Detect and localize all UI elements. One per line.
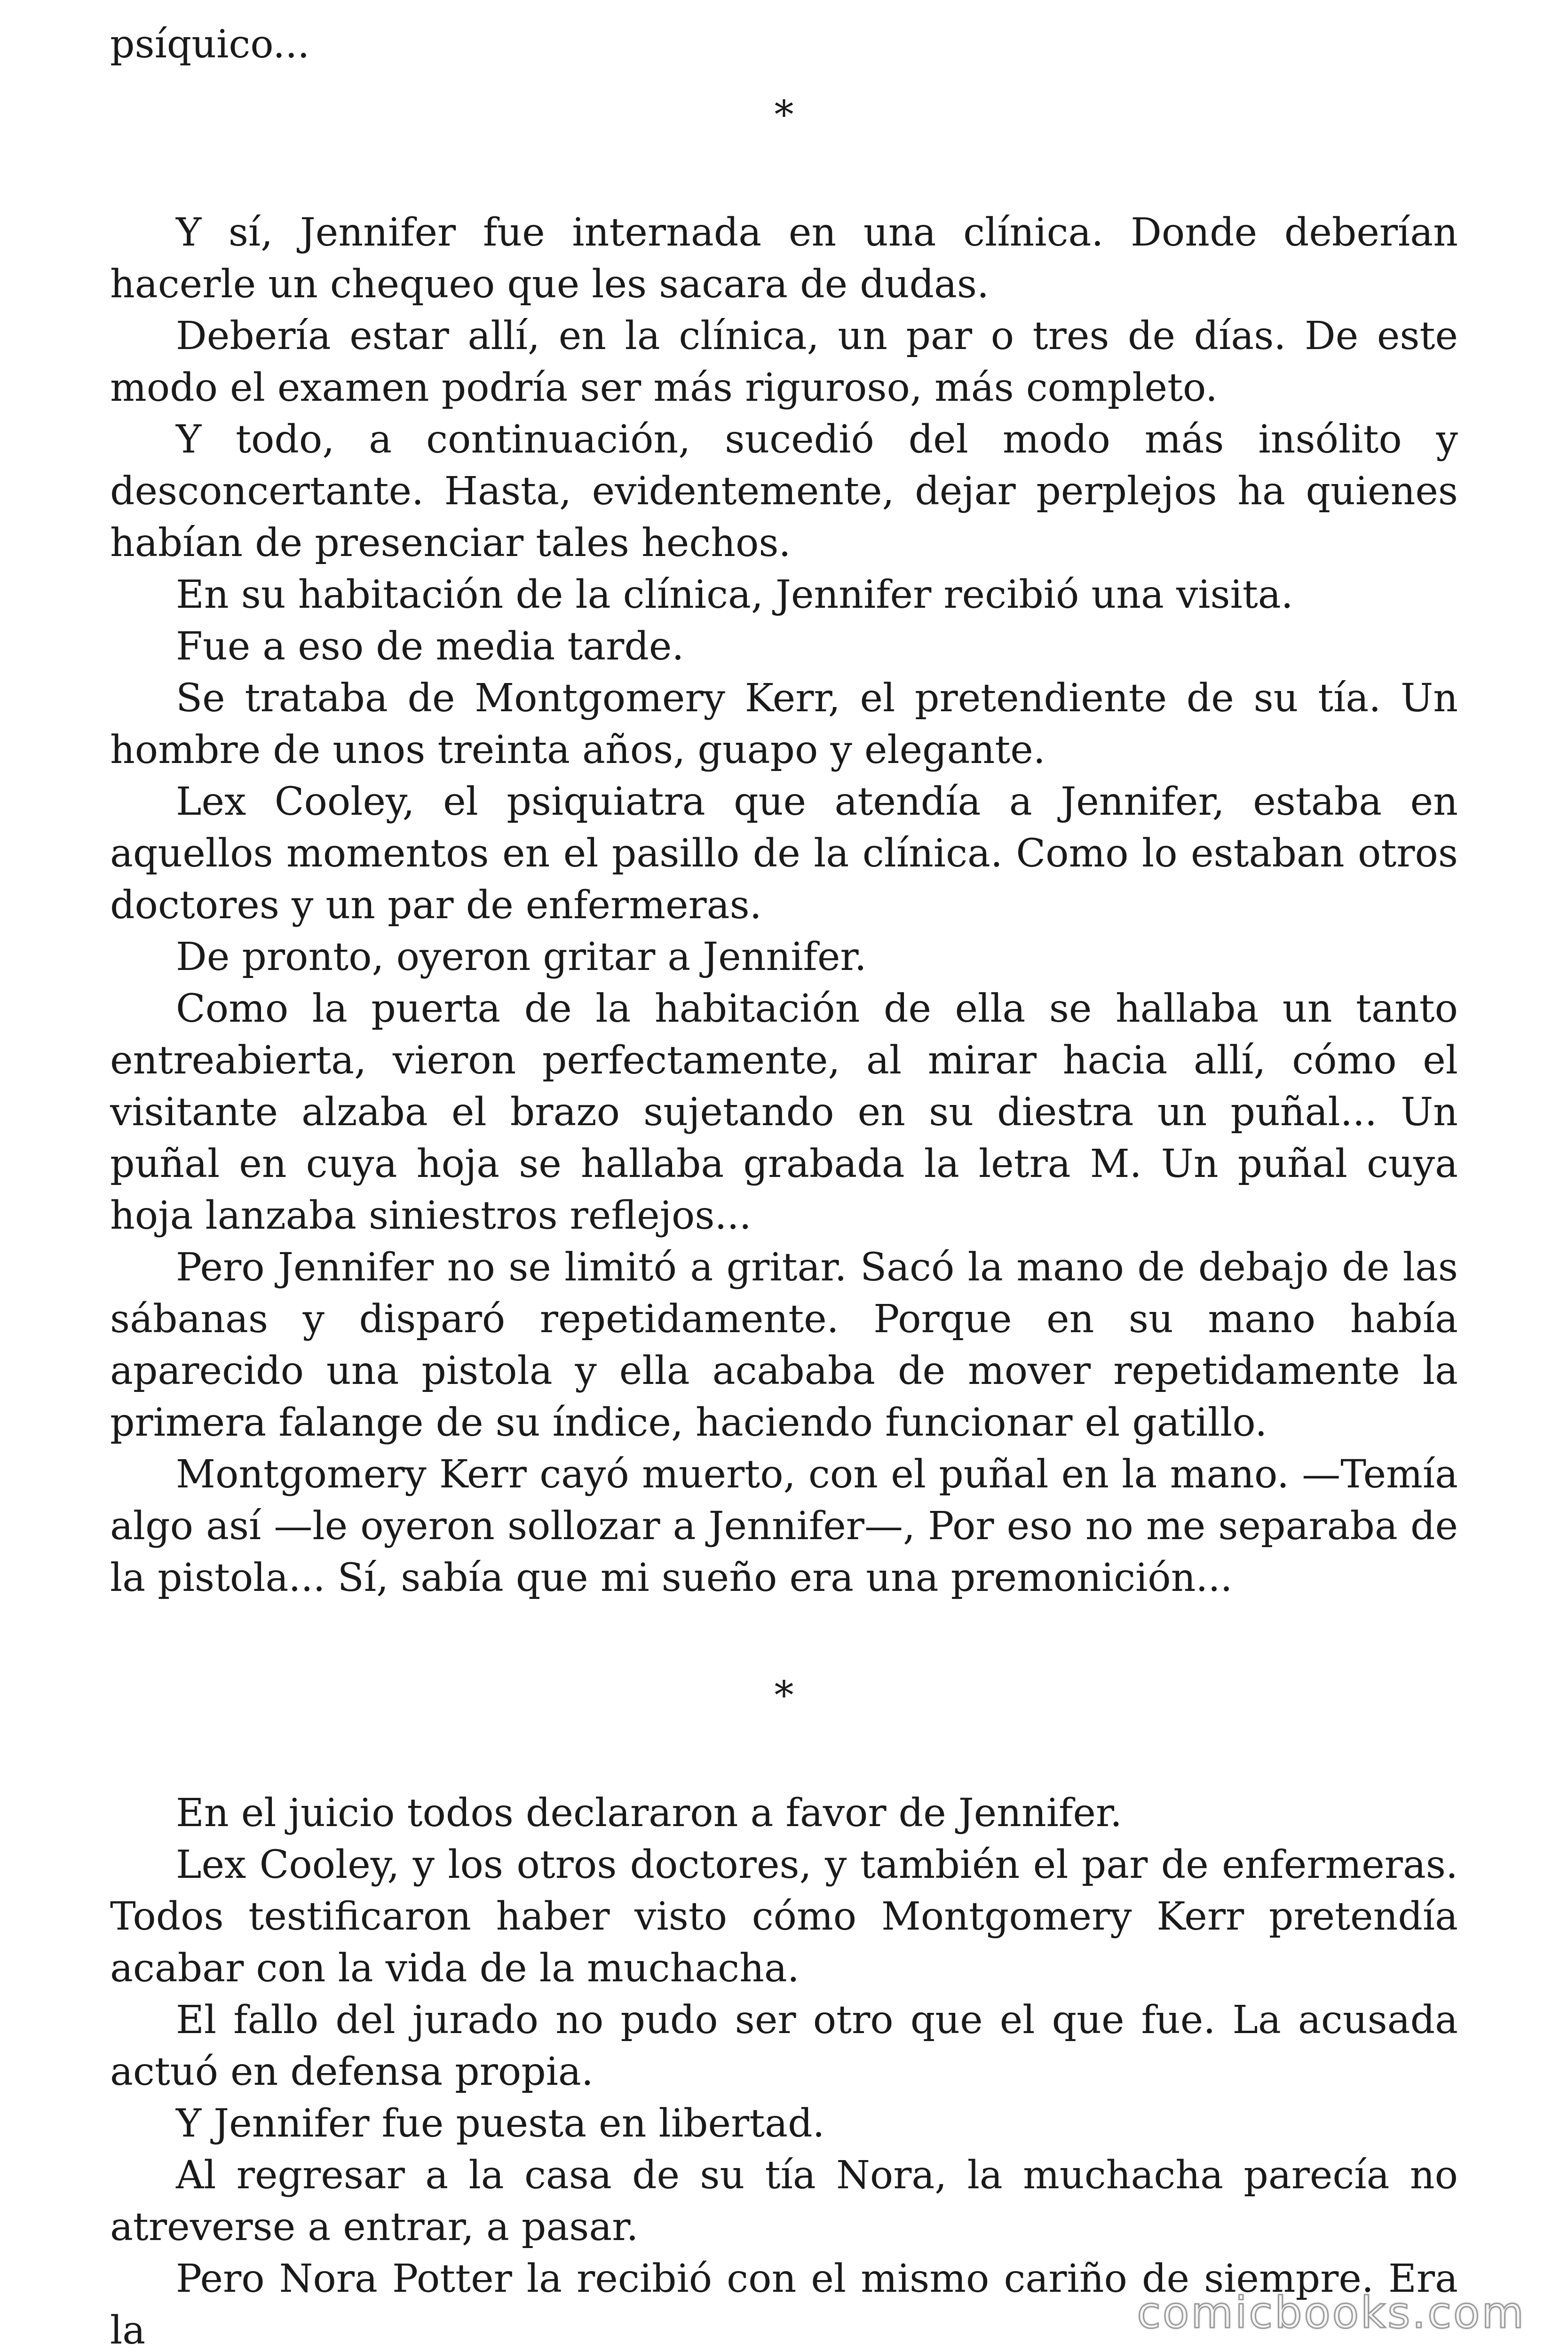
- paragraph: Como la puerta de la habitación de ella se hallaba un tanto entreabierta, vieron perfectamente, al mirar hacia allí, cómo el visitante alzaba el brazo sujetando en su diestra un puñal... Un puñal en cuya hoja se hallaba grabada la letra M. Un puñal cuya hoja lanzaba siniestros reflejos...: [110, 986, 1458, 1238]
- paragraph: Y sí, Jennifer fue internada en una clínica. Donde deberían hacerle un chequeo que les sacara de dudas.: [110, 210, 1458, 307]
- paragraph: Lex Cooley, y los otros doctores, y también el par de enfermeras. Todos testificaron haber visto cómo Montgomery Kerr pretendía acabar con la vida de la muchacha.: [110, 1843, 1458, 1991]
- paragraph: De pronto, oyeron gritar a Jennifer.: [176, 935, 867, 979]
- paragraph: Debería estar allí, en la clínica, un par o tres de días. De este modo el examen podría ser más riguroso, más completo.: [110, 314, 1458, 410]
- page-body: [110, 19, 1458, 2352]
- paragraph: Pero Jennifer no se limitó a gritar. Sacó la mano de debajo de las sábanas y disparó repetidamente. Porque en su mano había aparecido una pistola y ella acababa de mover repetidamente la primera falange de su índice, haciendo funcionar el gatillo.: [110, 1245, 1458, 1445]
- paragraph: Lex Cooley, el psiquiatra que atendía a Jennifer, estaba en aquellos momentos en el pasillo de la clínica. Como lo estaban otros doctores y un par de enfermeras.: [110, 779, 1458, 928]
- paragraph: En su habitación de la clínica, Jennifer recibió una visita.: [176, 572, 1293, 617]
- paragraph: Y Jennifer fue puesta en libertad.: [176, 2101, 825, 2146]
- paragraph-continuation: psíquico...: [110, 22, 310, 67]
- paragraph: En el juicio todos declararon a favor de Jennifer.: [176, 1791, 1123, 1836]
- paragraph: Al regresar a la casa de su tía Nora, la muchacha parecía no atreverse a entrar, a pasar.: [110, 2153, 1458, 2249]
- paragraph: El fallo del jurado no pudo ser otro que el que fue. La acusada actuó en defensa propia.: [110, 1998, 1458, 2094]
- paragraph: Y todo, a continuación, sucedió del modo más insólito y desconcertante. Hasta, evidentemente, dejar perplejos ha quienes habían de presenciar tales hechos.: [110, 417, 1458, 565]
- section-separator: *: [774, 93, 794, 137]
- watermark: comicbooks.com: [1137, 2288, 1526, 2338]
- paragraph: Se trataba de Montgomery Kerr, el pretendiente de su tía. Un hombre de unos treinta años, guapo y elegante.: [110, 676, 1458, 772]
- section-separator: *: [774, 1673, 794, 1718]
- paragraph-cut-off: Pero Nora Potter la recibió con el mismo cariño de siempre. Era la: [110, 2257, 1458, 2352]
- paragraph: Fue a eso de media tarde.: [176, 624, 684, 669]
- paragraph: Montgomery Kerr cayó muerto, con el puñal en la mano. —Temía algo así —le oyeron sollozar a Jennifer—, Por eso no me separaba de la pistola... Sí, sabía que mi sueño era una premonición...: [110, 1452, 1458, 1600]
